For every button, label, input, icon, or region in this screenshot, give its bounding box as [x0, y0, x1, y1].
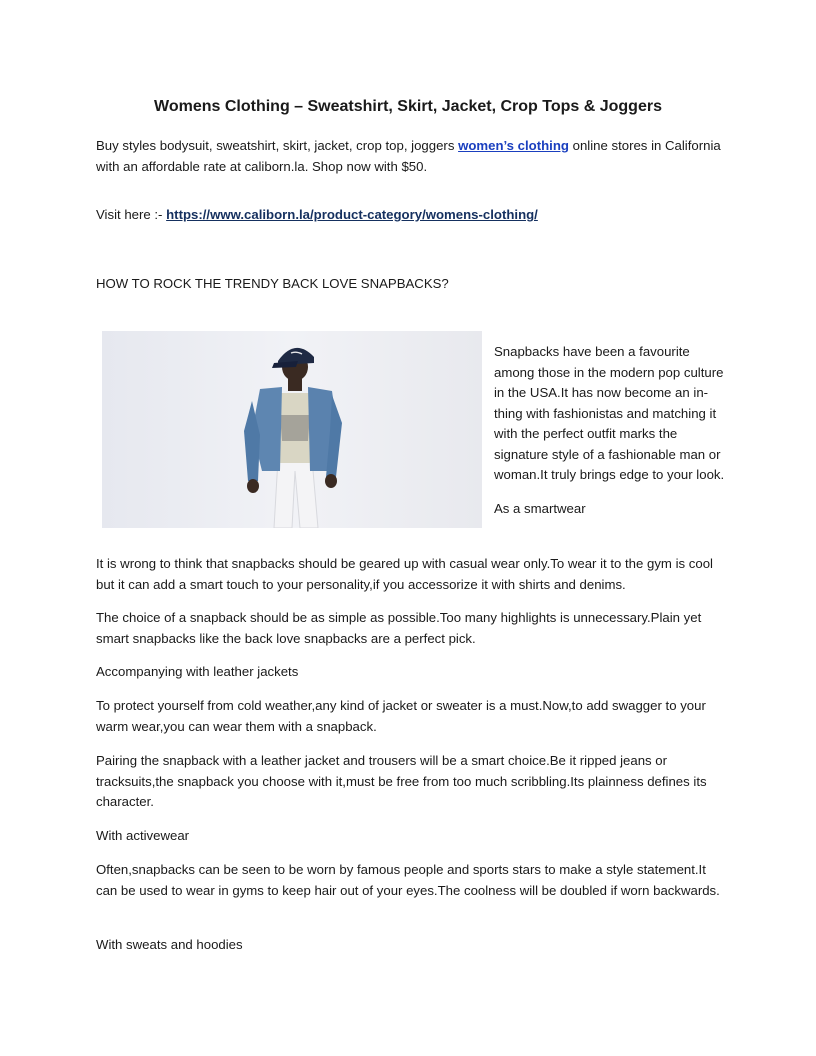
paragraph-4: Pairing the snapback with a leather jacket and trousers will be a smart choice.Be it ripped jeans or tracksuits,the snapback you choose with it,must be free from too much scribbling.Its plainness defines its character. [96, 753, 707, 809]
section-heading: HOW TO ROCK THE TRENDY BACK LOVE SNAPBACKS? [96, 276, 449, 291]
visit-line [96, 205, 736, 226]
subheading-leather-jackets: Accompanying with leather jackets [96, 664, 299, 679]
visit-label: Visit here :- [96, 207, 167, 222]
subheading-activewear: With activewear [96, 828, 190, 843]
subheading-sweats-hoodies: With sweats and hoodies [96, 937, 243, 952]
sidebar-column [494, 342, 726, 519]
womens-clothing-link[interactable]: women’s clothing [458, 138, 569, 153]
intro-paragraph [96, 136, 726, 177]
paragraph-5: Often,snapbacks can be seen to be worn by famous people and sports stars to make a style statement.It can be used to wear in gyms to keep hair out of your eyes.The coolness will be doubled if worn backwards. [96, 862, 720, 898]
page-title: Womens Clothing – Sweatshirt, Skirt, Jacket, Crop Tops & Joggers [154, 98, 662, 115]
sidebar-subhead: As a smartwear [494, 500, 586, 516]
intro-text-after: online stores in California with an affordable rate at caliborn.la. Shop now with $50. [96, 138, 721, 174]
paragraph-2: The choice of a snapback should be as simple as possible.Too many highlights is unnecessary.Plain yet smart snapbacks like the back love snapbacks are a perfect pick. [96, 610, 702, 646]
snapback-photo [102, 331, 482, 528]
sidebar-paragraph: Snapbacks have been a favourite among those in the modern pop culture in the USA.It has now become an in-thing with fashionistas and matching it with the perfect outfit marks the signature style of a fashionable man or woman.It truly brings edge to your look. [494, 344, 725, 482]
visit-url-link[interactable]: https://www.caliborn.la/product-category/womens-clothing/ [166, 207, 538, 222]
man-in-snapback-icon [102, 331, 482, 528]
intro-text-before: Buy styles bodysuit, sweatshirt, skirt, jacket, crop top, joggers [96, 138, 459, 153]
paragraph-3: To protect yourself from cold weather,any kind of jacket or sweater is a must.Now,to add swagger to your warm wear,you can wear them with a snapback. [96, 698, 706, 734]
paragraph-1: It is wrong to think that snapbacks should be geared up with casual wear only.To wear it to the gym is cool but it can add a smart touch to your personality,if you accessorize it with shirts and denims. [96, 556, 713, 592]
